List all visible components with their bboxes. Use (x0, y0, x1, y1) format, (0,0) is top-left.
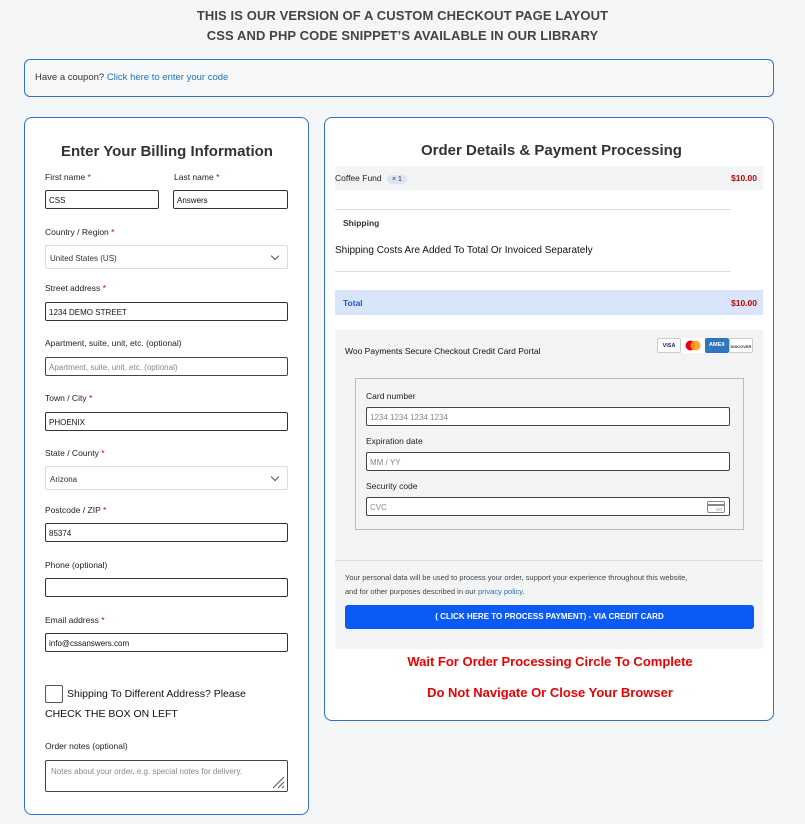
state-select[interactable] (45, 466, 288, 490)
total-label: Total (343, 298, 363, 308)
card-number-label: Card number (366, 391, 416, 401)
expiry-label: Expiration date (366, 436, 423, 446)
shipping-label: Shipping (343, 218, 380, 228)
card-brands (657, 338, 753, 354)
quantity-badge: × 1 (387, 175, 407, 184)
total-row (335, 290, 763, 315)
cvc-input[interactable] (366, 497, 730, 516)
payment-method-label: Woo Payments Secure Checkout Credit Card Portal (345, 346, 541, 356)
total-value: $10.00 (731, 298, 757, 308)
coupon-link[interactable]: Click here to enter your code (106, 72, 229, 83)
payment-panel (335, 330, 763, 649)
privacy-notice (345, 571, 687, 599)
order-line-item (335, 166, 763, 190)
email-label: Email address * (45, 615, 105, 625)
privacy-end: . (522, 587, 525, 596)
country-value: United States (US) (50, 254, 117, 263)
city-label: Town / City * (45, 393, 93, 403)
header-line-2: CSS AND PHP CODE SNIPPET’S AVAILABLE IN OUR LIBRARY (206, 28, 599, 43)
warning-processing: Wait For Order Processing Circle To Complete (407, 654, 693, 669)
divider (335, 271, 731, 272)
process-payment-button[interactable]: ( CLICK HERE TO PROCESS PAYMENT) - VIA CREDIT CARD (345, 605, 754, 629)
item-price: $10.00 (731, 173, 757, 183)
ship-different-hint: CHECK THE BOX ON LEFT (45, 708, 178, 720)
page-header (0, 6, 805, 46)
zip-label: Postcode / ZIP * (45, 505, 107, 515)
privacy-text-1: Your personal data will be used to process your order, support your experience throughout this website, (345, 573, 688, 582)
visa-icon: VISA (657, 338, 681, 353)
privacy-text-2: and for other purposes described in our (345, 587, 476, 596)
billing-title: Enter Your Billing Information (61, 143, 273, 160)
chevron-down-icon (271, 252, 279, 260)
zip-input[interactable]: 85374 (45, 523, 288, 542)
billing-panel (24, 117, 309, 815)
state-value: Arizona (50, 475, 78, 484)
coupon-text: Have a coupon? (35, 72, 105, 83)
notes-label: Order notes (optional) (45, 741, 128, 751)
divider (335, 560, 763, 561)
expiry-input[interactable]: MM / YY (366, 452, 730, 471)
country-select[interactable] (45, 245, 288, 269)
phone-label: Phone (optional) (45, 560, 108, 570)
order-notes-textarea[interactable] (45, 760, 288, 792)
last-name-label: Last name * (174, 172, 220, 182)
line-item-name-wrap (335, 173, 407, 184)
divider (335, 209, 731, 210)
apt-input[interactable]: Apartment, suite, unit, etc. (optional) (45, 357, 288, 376)
street-label: Street address * (45, 283, 106, 293)
privacy-policy-link[interactable]: privacy policy (478, 587, 523, 596)
street-input[interactable]: 1234 DEMO STREET (45, 302, 288, 321)
first-name-input[interactable]: CSS (45, 190, 159, 209)
notes-placeholder: Notes about your order, e.g. special notes for delivery. (51, 767, 243, 776)
card-number-input[interactable]: 1234 1234 1234 1234 (366, 407, 730, 426)
cvc-card-icon (707, 501, 725, 513)
state-label: State / County * (45, 448, 105, 458)
header-line-1: THIS IS OUR VERSION OF A CUSTOM CHECKOUT PAGE LAYOUT (196, 8, 609, 23)
warning-navigate: Do Not Navigate Or Close Your Browser (427, 685, 673, 700)
card-entry-box (355, 378, 744, 530)
resize-grip-icon[interactable] (271, 775, 285, 789)
city-input[interactable]: PHOENIX (45, 412, 288, 431)
shipping-note: Shipping Costs Are Added To Total Or Invoiced Separately (335, 245, 593, 256)
privacy-text-2-wrap (345, 585, 687, 599)
country-label: Country / Region * (45, 227, 115, 237)
apt-label: Apartment, suite, unit, etc. (optional) (45, 338, 182, 348)
ship-different-checkbox[interactable] (45, 685, 63, 703)
cvc-label: Security code (366, 481, 418, 491)
item-name: Coffee Fund (335, 173, 382, 183)
ship-different-label: Shipping To Different Address? Please (67, 688, 246, 700)
mastercard-icon (681, 338, 705, 353)
order-title: Order Details & Payment Processing (421, 142, 682, 159)
coupon-banner (24, 59, 774, 97)
order-panel (324, 117, 774, 721)
last-name-input[interactable]: Answers (173, 190, 288, 209)
phone-input[interactable] (45, 578, 288, 597)
discover-icon: DISCOVER (729, 338, 753, 353)
amex-icon: AMEX (705, 338, 729, 353)
chevron-down-icon (271, 473, 279, 481)
cvc-placeholder: CVC (370, 503, 387, 512)
email-input[interactable]: info@cssanswers.com (45, 633, 288, 652)
first-name-label: First name * (45, 172, 91, 182)
